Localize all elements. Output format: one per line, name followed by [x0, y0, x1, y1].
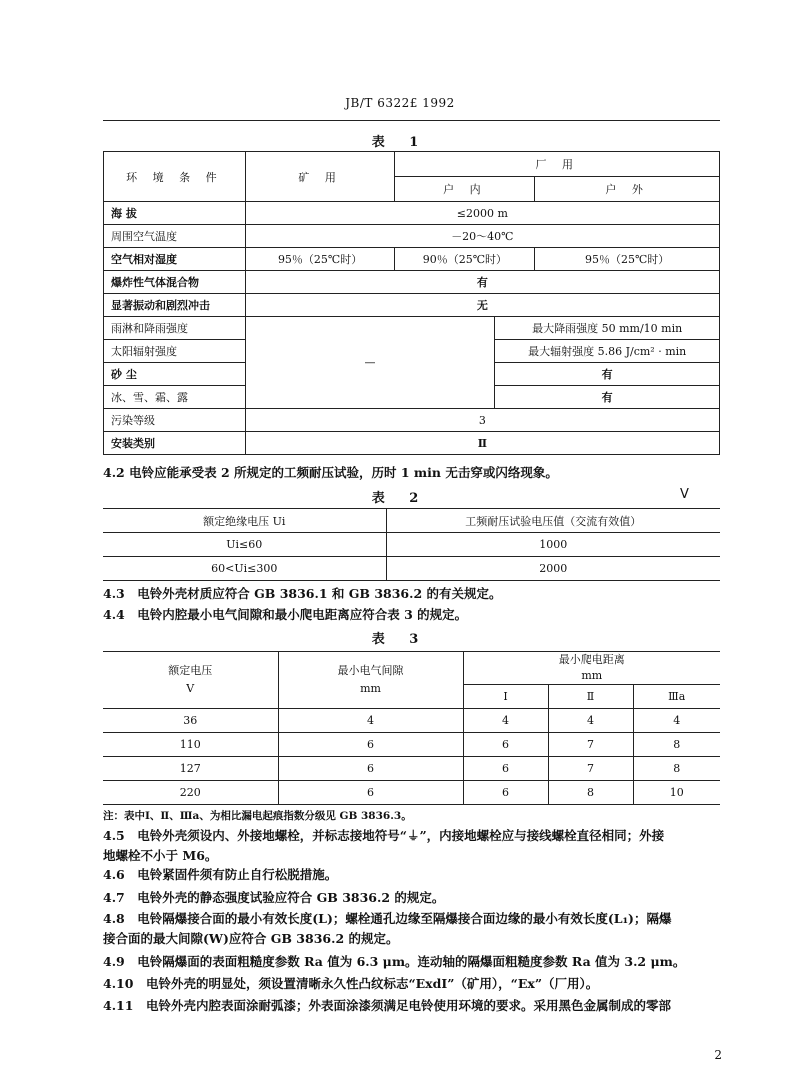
cell-value: 3	[245, 409, 719, 432]
table1-col-env: 环 境 条 件	[104, 152, 246, 202]
cell-value: 最大辐射强度 5.86 J/cm² · min	[495, 340, 720, 363]
cell-value: Ⅱ	[245, 432, 719, 455]
cell-value: 95％（25℃时）	[535, 248, 720, 271]
row-label: 太阳辐射强度	[104, 340, 246, 363]
table-row	[104, 248, 720, 271]
cell-value: 8	[633, 733, 720, 757]
table-row	[103, 557, 720, 581]
cell-value: 无	[245, 294, 719, 317]
table3-subcol: Ⅲa	[633, 685, 720, 709]
cell-value: 8	[633, 757, 720, 781]
row-label: 空气相对湿度	[104, 248, 246, 271]
cell-value: 7	[548, 757, 633, 781]
row-label: 砂 尘	[104, 363, 246, 386]
cell-value: 220	[103, 781, 278, 805]
cell-value: 6	[463, 781, 548, 805]
table-row	[104, 202, 720, 225]
table2-col-test: 工频耐压试验电压值（交流有效值）	[386, 509, 720, 533]
header-rule	[103, 120, 720, 121]
cell-value: 2000	[386, 557, 720, 581]
para-4-8-line2: 接合面的最大间隙(W)应符合 GB 3836.2 的规定。	[103, 931, 399, 946]
table3-col-creepage	[463, 652, 720, 685]
table3-col-clearance	[278, 652, 463, 709]
cell-value: 7	[548, 733, 633, 757]
cell-value: 4	[463, 709, 548, 733]
cell-value: 4	[633, 709, 720, 733]
para-4-2: 4.2 电铃应能承受表 2 所规定的工频耐压试验，历时 1 min 无击穿或闪络现象。	[103, 465, 558, 480]
para-4-4: 4.4 电铃内腔最小电气间隙和最小爬电距离应符合表 3 的规定。	[103, 607, 468, 622]
cell-value: 127	[103, 757, 278, 781]
table1-col-factory: 厂 用	[395, 152, 720, 177]
row-label: 周围空气温度	[104, 225, 246, 248]
cell-value: 6	[278, 781, 463, 805]
cell-value: 90％（25℃时）	[395, 248, 535, 271]
table3-col-voltage-label: 额定电压	[168, 664, 213, 677]
cell-value: 6	[463, 733, 548, 757]
row-label: 污染等级	[104, 409, 246, 432]
table2-header-row	[103, 509, 720, 533]
cell-value: 36	[103, 709, 278, 733]
para-4-7: 4.7 电铃外壳的静态强度试验应符合 GB 3836.2 的规定。	[103, 890, 445, 905]
table1-caption: 表 1	[371, 135, 429, 150]
table-row	[104, 271, 720, 294]
document-header: JB/T 6322£ 1992	[345, 96, 455, 110]
cell-value: 10	[633, 781, 720, 805]
cell-value: 4	[278, 709, 463, 733]
table3	[103, 651, 720, 805]
cell-value: 有	[245, 271, 719, 294]
para-4-5-line1: 4.5 电铃外壳须设内、外接地螺栓，并标志接地符号“⏚”，内接地螺栓应与接线螺栓直径相同；外接	[103, 828, 665, 843]
para-4-3: 4.3 电铃外壳材质应符合 GB 3836.1 和 GB 3836.2 的有关规定。	[103, 586, 502, 601]
table2-caption: 表 2	[371, 491, 429, 506]
cell-value: 有	[495, 386, 720, 409]
table1-col-indoor: 户 内	[395, 177, 535, 202]
table-row	[104, 225, 720, 248]
row-label: 显著振动和剧烈冲击	[104, 294, 246, 317]
table3-col-voltage	[103, 652, 278, 709]
table-row	[103, 709, 720, 733]
para-4-10: 4.10 电铃外壳的明显处，须设置清晰永久性凸纹标志“ExdⅠ”（矿用），“Ex”（厂用）。	[103, 976, 599, 991]
table1	[103, 151, 720, 455]
table3-col-clearance-unit: mm	[360, 682, 381, 695]
table-row	[103, 757, 720, 781]
table3-col-creepage-label: 最小爬电距离	[558, 653, 625, 666]
table3-subcol: Ⅱ	[548, 685, 633, 709]
table-row	[104, 317, 720, 340]
table3-col-creepage-unit: mm	[581, 669, 603, 682]
row-label: 冰、雪、霜、露	[104, 386, 246, 409]
cell-value: 110	[103, 733, 278, 757]
cell-value: 6	[278, 757, 463, 781]
table-row	[103, 781, 720, 805]
table3-subcol: Ⅰ	[463, 685, 548, 709]
para-4-5-line2: 地螺栓不小于 M6。	[103, 848, 218, 863]
cell-dash: —	[245, 317, 495, 409]
table2-unit: V	[680, 487, 689, 502]
table-row	[103, 533, 720, 557]
row-label: 爆炸性气体混合物	[104, 271, 246, 294]
table1-col-mine: 矿 用	[245, 152, 395, 202]
cell-value: －20～40℃	[245, 225, 719, 248]
cell-value: 95％（25℃时）	[245, 248, 395, 271]
table3-col-voltage-unit: V	[186, 682, 195, 695]
page-number: 2	[714, 1048, 722, 1062]
cell-value: 有	[495, 363, 720, 386]
table-row	[103, 733, 720, 757]
cell-value: 最大降雨强度 50 mm/10 min	[495, 317, 720, 340]
para-4-11: 4.11 电铃外壳内腔表面涂耐弧漆；外表面涂漆须满足电铃使用环境的要求。采用黑色金属制成的零部	[103, 998, 671, 1013]
table3-header-row	[103, 652, 720, 685]
cell-value: Ui≤60	[103, 533, 386, 557]
table1-header-row	[104, 152, 720, 177]
table1-col-outdoor: 户 外	[535, 177, 720, 202]
row-label: 安装类别	[104, 432, 246, 455]
row-label: 雨淋和降雨强度	[104, 317, 246, 340]
cell-value: 4	[548, 709, 633, 733]
table-row	[104, 409, 720, 432]
table3-note: 注：表中Ⅰ、Ⅱ、Ⅲa、为相比漏电起痕指数分级见 GB 3836.3。	[103, 810, 412, 822]
table2	[103, 508, 720, 581]
table2-col-rated: 额定绝缘电压 Ui	[103, 509, 386, 533]
row-label: 海 拔	[104, 202, 246, 225]
table3-caption: 表 3	[371, 632, 429, 647]
cell-value: 1000	[386, 533, 720, 557]
cell-value: 60<Ui≤300	[103, 557, 386, 581]
table3-col-clearance-label: 最小电气间隙	[337, 664, 404, 677]
para-4-6: 4.6 电铃紧固件须有防止自行松脱措施。	[103, 867, 338, 882]
cell-value: 6	[463, 757, 548, 781]
table-row	[104, 294, 720, 317]
table-row	[104, 432, 720, 455]
cell-value: ≤2000 m	[245, 202, 719, 225]
cell-value: 8	[548, 781, 633, 805]
para-4-8-line1: 4.8 电铃隔爆接合面的最小有效长度(L)；螺栓通孔边缘至隔爆接合面边缘的最小有效长度(L₁)；隔爆	[103, 911, 672, 926]
cell-value: 6	[278, 733, 463, 757]
para-4-9: 4.9 电铃隔爆面的表面粗糙度参数 Ra 值为 6.3 μm。连动轴的隔爆面粗糙度参数 Ra 值为 3.2 μm。	[103, 954, 686, 969]
